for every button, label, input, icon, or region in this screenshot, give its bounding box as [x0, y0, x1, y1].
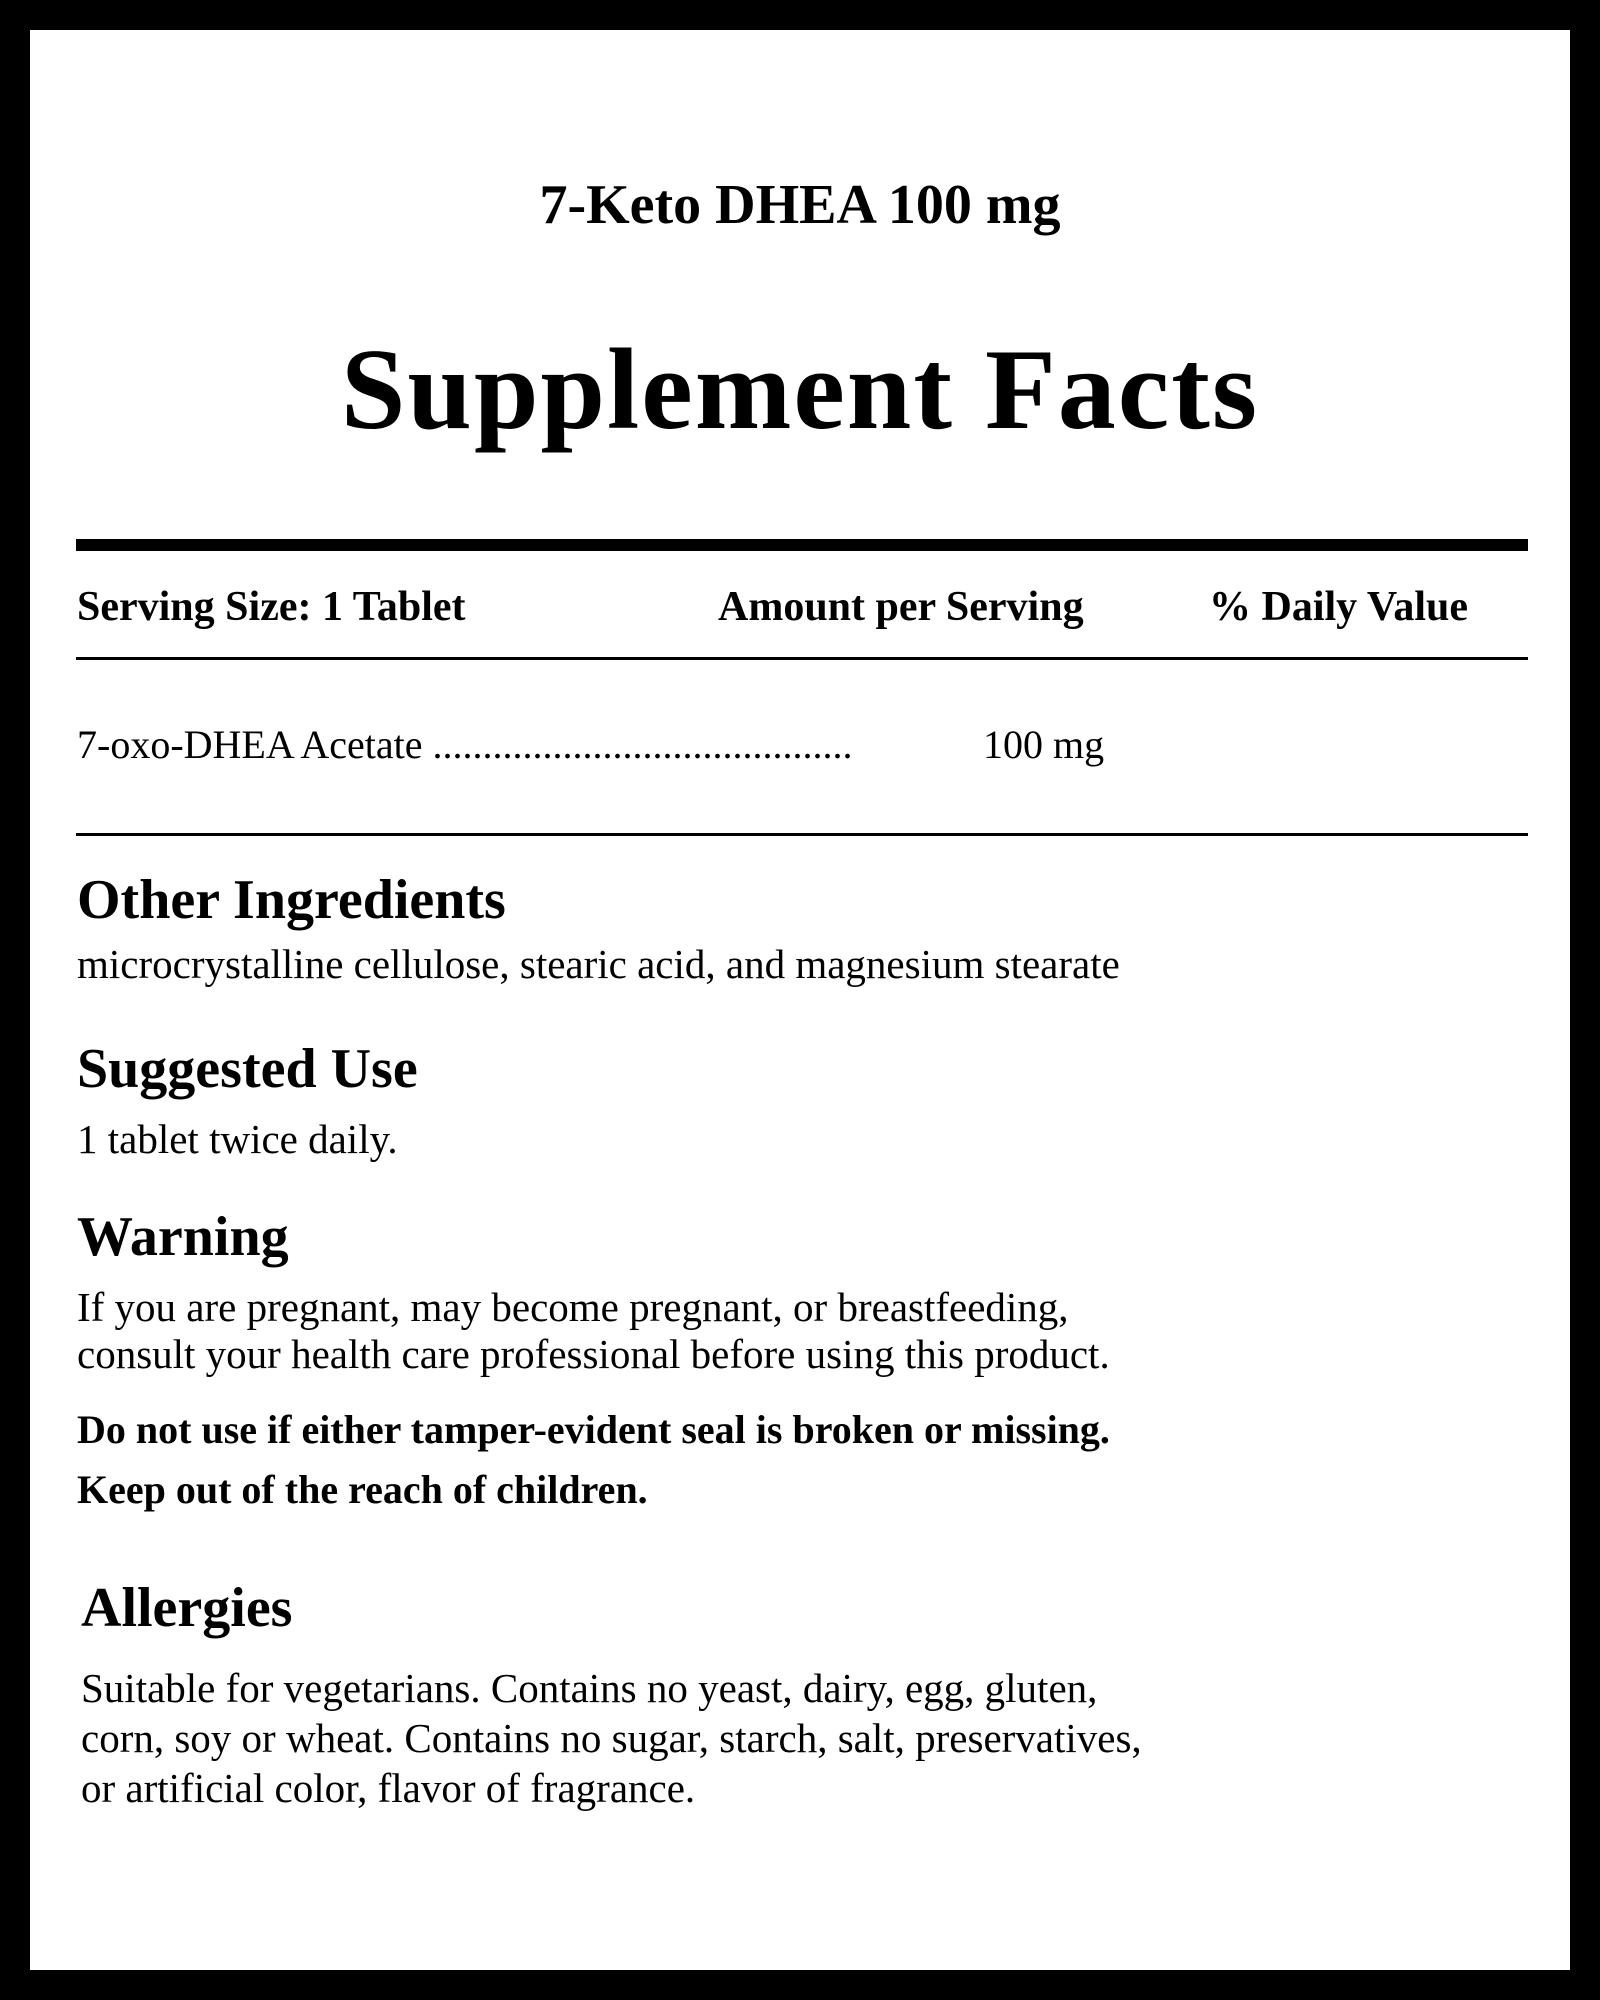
- product-name: 7-Keto DHEA 100 mg: [539, 174, 1061, 236]
- warning-heading: Warning: [77, 1206, 289, 1268]
- serving-size-header: Serving Size: 1 Tablet: [77, 584, 466, 630]
- ingredient-leader-dots: ..........................................: [432, 722, 853, 767]
- other-ingredients-heading: Other Ingredients: [77, 869, 506, 931]
- allergies-text-line: corn, soy or wheat. Contains no sugar, starch, salt, preservatives,: [81, 1715, 1142, 1761]
- warning-text-line: consult your health care professional before using this product.: [77, 1331, 1110, 1377]
- warning-text-line: If you are pregnant, may become pregnant, or breastfeeding,: [77, 1284, 1069, 1330]
- allergies-heading: Allergies: [81, 1577, 293, 1639]
- facts-title: Supplement Facts: [340, 326, 1260, 454]
- thick-divider: [76, 539, 1528, 551]
- ingredients-divider: [76, 833, 1528, 836]
- ingredient-row: [77, 720, 852, 770]
- supplement-facts-label: [30, 30, 1570, 1970]
- daily-value-header: % Daily Value: [1209, 584, 1469, 630]
- allergies-text-line: or artificial color, flavor of fragrance.: [81, 1765, 696, 1811]
- other-ingredients-text: microcrystalline cellulose, stearic acid, and magnesium stearate: [77, 941, 1120, 987]
- ingredient-name: 7-oxo-DHEA Acetate: [77, 722, 423, 767]
- tamper-seal-notice: Do not use if either tamper-evident seal is broken or missing.: [77, 1407, 1110, 1452]
- suggested-use-heading: Suggested Use: [77, 1038, 418, 1100]
- ingredient-amount: 100 mg: [983, 722, 1105, 767]
- header-divider: [76, 657, 1528, 660]
- children-notice: Keep out of the reach of children.: [77, 1467, 648, 1512]
- allergies-text-line: Suitable for vegetarians. Contains no yeast, dairy, egg, gluten,: [81, 1665, 1098, 1711]
- suggested-use-text: 1 tablet twice daily.: [77, 1116, 398, 1162]
- amount-per-serving-header: Amount per Serving: [718, 584, 1084, 630]
